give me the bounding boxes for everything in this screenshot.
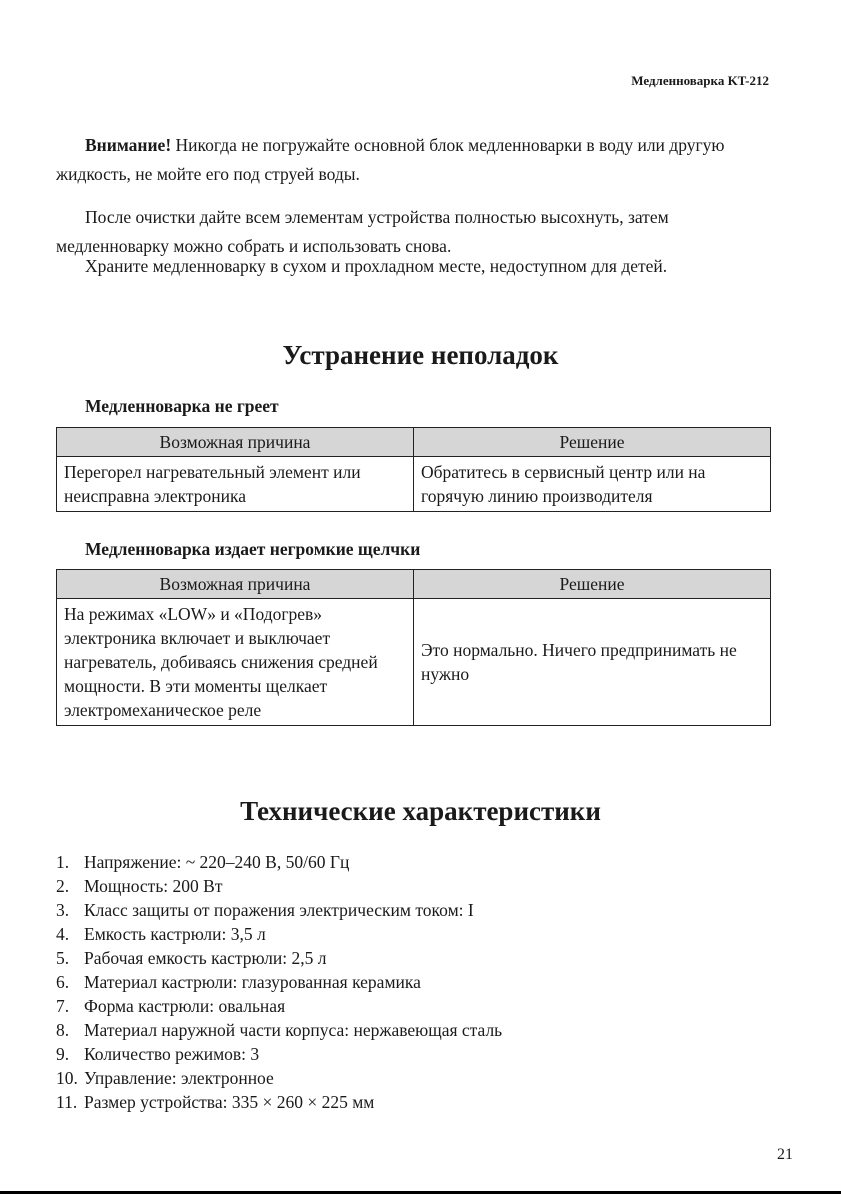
list-item: 11. Размер устройства: 335 × 260 × 225 мм bbox=[56, 1092, 375, 1112]
storage-text: Храните медленноварку в сухом и прохладном месте, недоступном для детей. bbox=[85, 256, 668, 276]
specs-title: Технические характеристики bbox=[240, 796, 601, 826]
list-item: 2. Мощность: 200 Вт bbox=[56, 876, 223, 896]
list-item: 3. Класс защиты от поражения электрическим током: I bbox=[56, 900, 474, 920]
solution-cell: Обратитесь в сервисный центр или на горячую линию производителя bbox=[414, 457, 771, 512]
running-header: Медленноварка KT-212 bbox=[631, 73, 769, 88]
table-row bbox=[57, 599, 771, 726]
troubleshooting-title: Устранение неполадок bbox=[282, 340, 559, 370]
list-item: 4. Емкость кастрюли: 3,5 л bbox=[56, 924, 266, 944]
drying-text: После очистки дайте всем элементам устройства полностью высохнуть, затем медленноварку можно собрать и использовать снова. bbox=[56, 207, 669, 256]
cause-cell: На режимах «LOW» и «Подогрев» электроника включает и выключает нагреватель, добиваясь снижения средней мощности. В эти моменты щелкает электромеханическое реле bbox=[57, 599, 414, 726]
issue-heading-no-heat: Медленноварка не греет bbox=[85, 396, 279, 416]
list-item: 8. Материал наружной части корпуса: нержавеющая сталь bbox=[56, 1020, 503, 1040]
list-item: 1. Напряжение: ~ 220–240 В, 50/60 Гц bbox=[56, 852, 350, 872]
warning-paragraph bbox=[56, 131, 776, 189]
column-header-cause: Возможная причина bbox=[57, 570, 414, 599]
list-item: 10. Управление: электронное bbox=[56, 1068, 274, 1088]
list-item: 5. Рабочая емкость кастрюли: 2,5 л bbox=[56, 948, 327, 968]
solution-cell: Это нормально. Ничего предпринимать не нужно bbox=[414, 599, 771, 726]
cause-cell: Перегорел нагревательный элемент или неисправна электроника bbox=[57, 457, 414, 512]
list-item: 7. Форма кастрюли: овальная bbox=[56, 996, 286, 1016]
troubleshooting-table-clicks bbox=[56, 569, 771, 726]
table-header-row bbox=[57, 570, 771, 599]
column-header-solution: Решение bbox=[414, 570, 771, 599]
list-item: 9. Количество режимов: 3 bbox=[56, 1044, 260, 1064]
specs-list bbox=[56, 850, 502, 1114]
warning-label: Внимание! bbox=[85, 135, 172, 155]
page-number: 21 bbox=[777, 1146, 793, 1163]
warning-text: Никогда не погружайте основной блок медленноварки в воду или другую жидкость, не мойте его под струей воды. bbox=[56, 135, 725, 184]
column-header-solution: Решение bbox=[414, 428, 771, 457]
list-item: 6. Материал кастрюли: глазурованная керамика bbox=[56, 972, 421, 992]
troubleshooting-table-no-heat bbox=[56, 427, 771, 512]
table-header-row bbox=[57, 428, 771, 457]
issue-heading-clicks: Медленноварка издает негромкие щелчки bbox=[85, 539, 421, 559]
storage-paragraph bbox=[56, 252, 776, 281]
table-row bbox=[57, 457, 771, 512]
column-header-cause: Возможная причина bbox=[57, 428, 414, 457]
